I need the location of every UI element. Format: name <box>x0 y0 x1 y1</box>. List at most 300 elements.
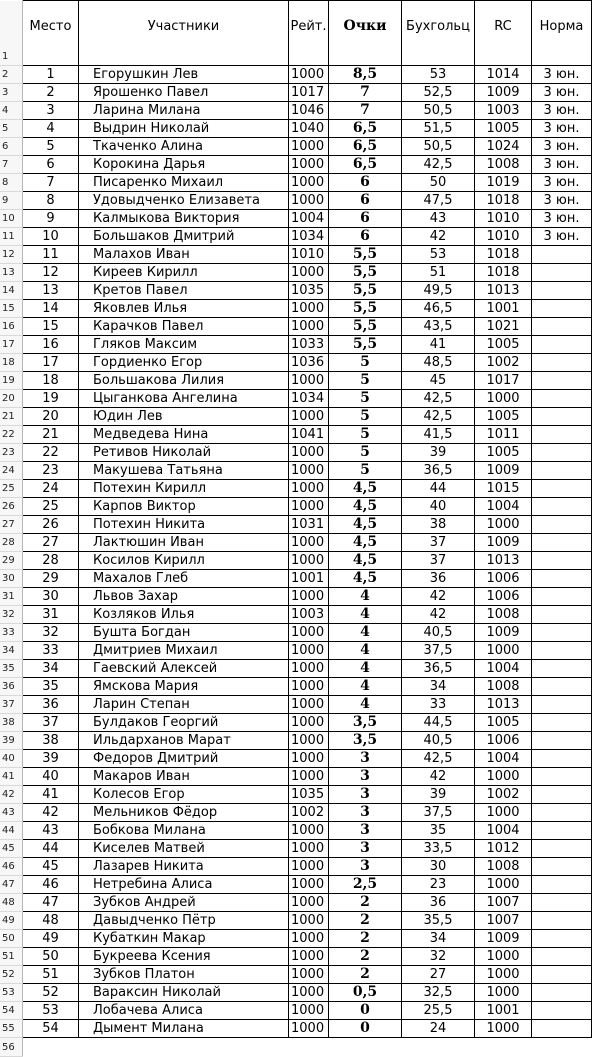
cell-place[interactable]: 22 <box>23 444 79 462</box>
cell-points[interactable]: 6 <box>329 192 402 210</box>
cell-points[interactable]: 4,5 <box>329 516 402 534</box>
row-number[interactable]: 46 <box>0 858 23 876</box>
cell-norm[interactable] <box>532 372 592 390</box>
cell-points[interactable]: 3 <box>329 804 402 822</box>
cell-rc[interactable]: 1009 <box>475 624 532 642</box>
cell-place[interactable]: 51 <box>23 966 79 984</box>
cell-buchholz[interactable]: 32 <box>402 948 475 966</box>
header-rating[interactable]: Рейт. <box>289 1 329 66</box>
cell-participant[interactable]: Кретов Павел <box>79 282 289 300</box>
cell-participant[interactable]: Большаков Дмитрий <box>79 228 289 246</box>
cell-place[interactable]: 27 <box>23 534 79 552</box>
cell-rating[interactable]: 1000 <box>289 552 329 570</box>
cell-participant[interactable]: Нетребина Алиса <box>79 876 289 894</box>
cell-buchholz[interactable]: 33 <box>402 696 475 714</box>
cell-place[interactable]: 43 <box>23 822 79 840</box>
cell-norm[interactable] <box>532 660 592 678</box>
cell-rating[interactable]: 1034 <box>289 228 329 246</box>
cell-rc[interactable]: 1007 <box>475 912 532 930</box>
cell-rating[interactable]: 1034 <box>289 390 329 408</box>
row-number[interactable]: 18 <box>0 354 23 372</box>
cell-participant[interactable]: Лактюшин Иван <box>79 534 289 552</box>
cell-norm[interactable] <box>532 840 592 858</box>
cell-points[interactable]: 2 <box>329 930 402 948</box>
cell-rating[interactable]: 1000 <box>289 840 329 858</box>
cell-place[interactable]: 33 <box>23 642 79 660</box>
cell-rating[interactable]: 1000 <box>289 948 329 966</box>
cell-points[interactable]: 4,5 <box>329 534 402 552</box>
cell-points[interactable]: 7 <box>329 102 402 120</box>
cell-rc[interactable]: 1009 <box>475 930 532 948</box>
cell-rc[interactable]: 1013 <box>475 696 532 714</box>
cell-participant[interactable]: Ткаченко Алина <box>79 138 289 156</box>
cell-rc[interactable]: 1000 <box>475 642 532 660</box>
cell-norm[interactable]: 3 юн. <box>532 228 592 246</box>
cell-points[interactable]: 7 <box>329 84 402 102</box>
cell-rating[interactable]: 1017 <box>289 84 329 102</box>
cell-rating[interactable]: 1035 <box>289 282 329 300</box>
cell-points[interactable]: 5,5 <box>329 282 402 300</box>
cell-participant[interactable]: Макушева Татьяна <box>79 462 289 480</box>
cell-norm[interactable] <box>532 606 592 624</box>
cell-points[interactable]: 4 <box>329 588 402 606</box>
cell-norm[interactable]: 3 юн. <box>532 192 592 210</box>
cell-norm[interactable] <box>532 750 592 768</box>
cell-rc[interactable]: 1009 <box>475 462 532 480</box>
cell-place[interactable]: 46 <box>23 876 79 894</box>
cell-rc[interactable]: 1015 <box>475 480 532 498</box>
cell-rating[interactable]: 1000 <box>289 966 329 984</box>
cell-buchholz[interactable]: 32,5 <box>402 984 475 1002</box>
cell-points[interactable]: 6 <box>329 210 402 228</box>
row-number[interactable]: 16 <box>0 318 23 336</box>
cell-rc[interactable]: 1011 <box>475 426 532 444</box>
cell-buchholz[interactable]: 37,5 <box>402 642 475 660</box>
row-number[interactable]: 49 <box>0 912 23 930</box>
cell-rating[interactable]: 1000 <box>289 66 329 84</box>
row-number[interactable]: 1 <box>0 1 23 66</box>
cell-buchholz[interactable]: 36 <box>402 894 475 912</box>
cell-buchholz[interactable]: 43 <box>402 210 475 228</box>
cell-points[interactable]: 5 <box>329 390 402 408</box>
row-number[interactable]: 27 <box>0 516 23 534</box>
cell-rc[interactable]: 1013 <box>475 282 532 300</box>
cell-points[interactable]: 6 <box>329 228 402 246</box>
cell-rc[interactable]: 1019 <box>475 174 532 192</box>
cell-rating[interactable]: 1000 <box>289 768 329 786</box>
cell-norm[interactable] <box>532 714 592 732</box>
cell-norm[interactable]: 3 юн. <box>532 156 592 174</box>
cell-points[interactable]: 3 <box>329 840 402 858</box>
cell-rating[interactable]: 1000 <box>289 660 329 678</box>
cell-norm[interactable] <box>532 534 592 552</box>
cell-rating[interactable]: 1000 <box>289 858 329 876</box>
cell-points[interactable]: 3,5 <box>329 732 402 750</box>
cell-rating[interactable]: 1000 <box>289 174 329 192</box>
cell-points[interactable]: 4 <box>329 660 402 678</box>
cell-participant[interactable]: Гаевский Алексей <box>79 660 289 678</box>
row-number[interactable]: 54 <box>0 1002 23 1020</box>
cell-rc[interactable]: 1008 <box>475 156 532 174</box>
cell-norm[interactable] <box>532 858 592 876</box>
cell-buchholz[interactable]: 25,5 <box>402 1002 475 1020</box>
cell-norm[interactable] <box>532 426 592 444</box>
cell-rc[interactable]: 1001 <box>475 1002 532 1020</box>
cell-buchholz[interactable]: 53 <box>402 246 475 264</box>
cell-buchholz[interactable]: 30 <box>402 858 475 876</box>
cell-buchholz[interactable]: 42,5 <box>402 156 475 174</box>
cell-participant[interactable]: Дмитриев Михаил <box>79 642 289 660</box>
cell-buchholz[interactable]: 42,5 <box>402 408 475 426</box>
cell-rc[interactable]: 1002 <box>475 354 532 372</box>
row-number[interactable]: 47 <box>0 876 23 894</box>
row-number[interactable]: 56 <box>0 1038 23 1057</box>
cell-rating[interactable]: 1000 <box>289 588 329 606</box>
empty-cell[interactable] <box>329 1038 402 1057</box>
cell-buchholz[interactable]: 34 <box>402 678 475 696</box>
cell-norm[interactable] <box>532 516 592 534</box>
cell-norm[interactable] <box>532 390 592 408</box>
row-number[interactable]: 28 <box>0 534 23 552</box>
cell-rc[interactable]: 1000 <box>475 768 532 786</box>
cell-norm[interactable] <box>532 408 592 426</box>
cell-place[interactable]: 45 <box>23 858 79 876</box>
cell-norm[interactable] <box>532 804 592 822</box>
empty-cell[interactable] <box>79 1038 289 1057</box>
cell-points[interactable]: 6,5 <box>329 120 402 138</box>
row-number[interactable]: 55 <box>0 1020 23 1038</box>
row-number[interactable]: 45 <box>0 840 23 858</box>
cell-rating[interactable]: 1000 <box>289 984 329 1002</box>
row-number[interactable]: 2 <box>0 66 23 84</box>
cell-place[interactable]: 47 <box>23 894 79 912</box>
cell-norm[interactable] <box>532 444 592 462</box>
cell-participant[interactable]: Зубков Андрей <box>79 894 289 912</box>
cell-participant[interactable]: Львов Захар <box>79 588 289 606</box>
cell-participant[interactable]: Лазарев Никита <box>79 858 289 876</box>
cell-rc[interactable]: 1004 <box>475 822 532 840</box>
row-number[interactable]: 4 <box>0 102 23 120</box>
cell-rc[interactable]: 1004 <box>475 498 532 516</box>
row-number[interactable]: 53 <box>0 984 23 1002</box>
cell-rc[interactable]: 1013 <box>475 552 532 570</box>
cell-place[interactable]: 10 <box>23 228 79 246</box>
cell-rating[interactable]: 1000 <box>289 822 329 840</box>
cell-points[interactable]: 5,5 <box>329 336 402 354</box>
cell-points[interactable]: 2 <box>329 894 402 912</box>
cell-place[interactable]: 24 <box>23 480 79 498</box>
cell-norm[interactable]: 3 юн. <box>532 66 592 84</box>
cell-points[interactable]: 4 <box>329 606 402 624</box>
row-number[interactable]: 39 <box>0 732 23 750</box>
cell-participant[interactable]: Корокина Дарья <box>79 156 289 174</box>
cell-buchholz[interactable]: 43,5 <box>402 318 475 336</box>
cell-buchholz[interactable]: 35 <box>402 822 475 840</box>
cell-points[interactable]: 0 <box>329 1002 402 1020</box>
cell-buchholz[interactable]: 27 <box>402 966 475 984</box>
cell-participant[interactable]: Удовыдченко Елизавета <box>79 192 289 210</box>
row-number[interactable]: 5 <box>0 120 23 138</box>
row-number[interactable]: 43 <box>0 804 23 822</box>
cell-norm[interactable] <box>532 246 592 264</box>
row-number[interactable]: 24 <box>0 462 23 480</box>
row-number[interactable]: 31 <box>0 588 23 606</box>
cell-points[interactable]: 4,5 <box>329 498 402 516</box>
cell-place[interactable]: 20 <box>23 408 79 426</box>
cell-participant[interactable]: Макаров Иван <box>79 768 289 786</box>
cell-rc[interactable]: 1006 <box>475 570 532 588</box>
cell-points[interactable]: 4,5 <box>329 570 402 588</box>
header-rc[interactable]: RC <box>475 1 532 66</box>
cell-participant[interactable]: Букреева Ксения <box>79 948 289 966</box>
cell-rc[interactable]: 1005 <box>475 444 532 462</box>
cell-rating[interactable]: 1000 <box>289 714 329 732</box>
cell-rating[interactable]: 1000 <box>289 264 329 282</box>
cell-norm[interactable]: 3 юн. <box>532 102 592 120</box>
cell-place[interactable]: 53 <box>23 1002 79 1020</box>
cell-norm[interactable] <box>532 300 592 318</box>
cell-buchholz[interactable]: 41,5 <box>402 426 475 444</box>
cell-norm[interactable] <box>532 282 592 300</box>
row-number[interactable]: 9 <box>0 192 23 210</box>
cell-place[interactable]: 48 <box>23 912 79 930</box>
empty-cell[interactable] <box>532 1038 592 1057</box>
cell-place[interactable]: 1 <box>23 66 79 84</box>
cell-rating[interactable]: 1000 <box>289 1020 329 1038</box>
cell-rc[interactable]: 1021 <box>475 318 532 336</box>
cell-place[interactable]: 41 <box>23 786 79 804</box>
row-number[interactable]: 25 <box>0 480 23 498</box>
cell-points[interactable]: 4 <box>329 696 402 714</box>
cell-buchholz[interactable]: 44,5 <box>402 714 475 732</box>
row-number[interactable]: 35 <box>0 660 23 678</box>
cell-place[interactable]: 9 <box>23 210 79 228</box>
cell-participant[interactable]: Ямскова Мария <box>79 678 289 696</box>
cell-points[interactable]: 0 <box>329 1020 402 1038</box>
cell-rating[interactable]: 1001 <box>289 570 329 588</box>
cell-points[interactable]: 5 <box>329 372 402 390</box>
cell-participant[interactable]: Ларина Милана <box>79 102 289 120</box>
cell-norm[interactable] <box>532 768 592 786</box>
cell-participant[interactable]: Колесов Егор <box>79 786 289 804</box>
cell-participant[interactable]: Гляков Максим <box>79 336 289 354</box>
cell-points[interactable]: 5,5 <box>329 264 402 282</box>
cell-place[interactable]: 25 <box>23 498 79 516</box>
cell-points[interactable]: 5 <box>329 426 402 444</box>
cell-buchholz[interactable]: 42 <box>402 588 475 606</box>
cell-points[interactable]: 5,5 <box>329 246 402 264</box>
row-number[interactable]: 32 <box>0 606 23 624</box>
cell-norm[interactable] <box>532 948 592 966</box>
cell-points[interactable]: 5,5 <box>329 300 402 318</box>
cell-points[interactable]: 4,5 <box>329 552 402 570</box>
empty-cell[interactable] <box>402 1038 475 1057</box>
cell-rating[interactable]: 1000 <box>289 444 329 462</box>
cell-place[interactable]: 26 <box>23 516 79 534</box>
cell-points[interactable]: 5 <box>329 444 402 462</box>
row-number[interactable]: 37 <box>0 696 23 714</box>
cell-points[interactable]: 4 <box>329 642 402 660</box>
cell-norm[interactable] <box>532 642 592 660</box>
cell-rating[interactable]: 1041 <box>289 426 329 444</box>
cell-norm[interactable] <box>532 912 592 930</box>
cell-rc[interactable]: 1018 <box>475 192 532 210</box>
cell-participant[interactable]: Бобкова Милана <box>79 822 289 840</box>
cell-rating[interactable]: 1000 <box>289 930 329 948</box>
cell-place[interactable]: 21 <box>23 426 79 444</box>
cell-rc[interactable]: 1001 <box>475 300 532 318</box>
cell-place[interactable]: 29 <box>23 570 79 588</box>
cell-buchholz[interactable]: 39 <box>402 786 475 804</box>
cell-norm[interactable]: 3 юн. <box>532 84 592 102</box>
cell-buchholz[interactable]: 40 <box>402 498 475 516</box>
cell-place[interactable]: 7 <box>23 174 79 192</box>
header-buchholz[interactable]: Бухгольц <box>402 1 475 66</box>
cell-participant[interactable]: Юдин Лев <box>79 408 289 426</box>
cell-points[interactable]: 3,5 <box>329 714 402 732</box>
cell-place[interactable]: 44 <box>23 840 79 858</box>
cell-participant[interactable]: Махалов Глеб <box>79 570 289 588</box>
cell-rc[interactable]: 1009 <box>475 84 532 102</box>
cell-participant[interactable]: Лобачева Алиса <box>79 1002 289 1020</box>
cell-place[interactable]: 18 <box>23 372 79 390</box>
cell-participant[interactable]: Козляков Илья <box>79 606 289 624</box>
row-number[interactable]: 15 <box>0 300 23 318</box>
cell-points[interactable]: 3 <box>329 750 402 768</box>
cell-buchholz[interactable]: 49,5 <box>402 282 475 300</box>
row-number[interactable]: 50 <box>0 930 23 948</box>
cell-norm[interactable] <box>532 354 592 372</box>
row-number[interactable]: 3 <box>0 84 23 102</box>
cell-participant[interactable]: Бушта Богдан <box>79 624 289 642</box>
row-number[interactable]: 10 <box>0 210 23 228</box>
cell-buchholz[interactable]: 34 <box>402 930 475 948</box>
cell-norm[interactable] <box>532 696 592 714</box>
row-number[interactable]: 17 <box>0 336 23 354</box>
cell-rating[interactable]: 1000 <box>289 372 329 390</box>
cell-points[interactable]: 5 <box>329 354 402 372</box>
cell-buchholz[interactable]: 36,5 <box>402 462 475 480</box>
cell-place[interactable]: 16 <box>23 336 79 354</box>
empty-cell[interactable] <box>23 1038 79 1057</box>
cell-participant[interactable]: Медведева Нина <box>79 426 289 444</box>
cell-rating[interactable]: 1000 <box>289 318 329 336</box>
cell-participant[interactable]: Ильдарханов Марат <box>79 732 289 750</box>
cell-place[interactable]: 4 <box>23 120 79 138</box>
cell-rc[interactable]: 1000 <box>475 966 532 984</box>
row-number[interactable]: 30 <box>0 570 23 588</box>
cell-buchholz[interactable]: 51 <box>402 264 475 282</box>
cell-rc[interactable]: 1005 <box>475 714 532 732</box>
cell-place[interactable]: 38 <box>23 732 79 750</box>
cell-norm[interactable] <box>532 876 592 894</box>
cell-buchholz[interactable]: 39 <box>402 444 475 462</box>
row-number[interactable]: 52 <box>0 966 23 984</box>
cell-rating[interactable]: 1010 <box>289 246 329 264</box>
cell-rc[interactable]: 1000 <box>475 984 532 1002</box>
cell-points[interactable]: 2 <box>329 966 402 984</box>
row-number[interactable]: 7 <box>0 156 23 174</box>
cell-rc[interactable]: 1010 <box>475 210 532 228</box>
cell-norm[interactable] <box>532 462 592 480</box>
cell-rc[interactable]: 1006 <box>475 732 532 750</box>
cell-participant[interactable]: Ретивов Николай <box>79 444 289 462</box>
cell-rating[interactable]: 1000 <box>289 480 329 498</box>
cell-norm[interactable] <box>532 930 592 948</box>
cell-rating[interactable]: 1033 <box>289 336 329 354</box>
cell-buchholz[interactable]: 41 <box>402 336 475 354</box>
row-number[interactable]: 20 <box>0 390 23 408</box>
cell-buchholz[interactable]: 37 <box>402 534 475 552</box>
cell-points[interactable]: 2,5 <box>329 876 402 894</box>
cell-rc[interactable]: 1002 <box>475 786 532 804</box>
cell-rc[interactable]: 1008 <box>475 858 532 876</box>
row-number[interactable]: 21 <box>0 408 23 426</box>
cell-points[interactable]: 6,5 <box>329 156 402 174</box>
cell-place[interactable]: 14 <box>23 300 79 318</box>
cell-buchholz[interactable]: 50,5 <box>402 102 475 120</box>
row-number[interactable]: 11 <box>0 228 23 246</box>
cell-rating[interactable]: 1035 <box>289 786 329 804</box>
cell-participant[interactable]: Писаренко Михаил <box>79 174 289 192</box>
cell-buchholz[interactable]: 42,5 <box>402 390 475 408</box>
cell-norm[interactable] <box>532 480 592 498</box>
row-number[interactable]: 8 <box>0 174 23 192</box>
cell-rating[interactable]: 1036 <box>289 354 329 372</box>
cell-place[interactable]: 54 <box>23 1020 79 1038</box>
cell-norm[interactable]: 3 юн. <box>532 210 592 228</box>
cell-place[interactable]: 28 <box>23 552 79 570</box>
row-number[interactable]: 19 <box>0 372 23 390</box>
row-number[interactable]: 12 <box>0 246 23 264</box>
cell-rc[interactable]: 1012 <box>475 840 532 858</box>
row-number[interactable]: 13 <box>0 264 23 282</box>
cell-rc[interactable]: 1024 <box>475 138 532 156</box>
cell-participant[interactable]: Выдрин Николай <box>79 120 289 138</box>
cell-rc[interactable]: 1008 <box>475 678 532 696</box>
header-place[interactable]: Место <box>23 1 79 66</box>
cell-rc[interactable]: 1003 <box>475 102 532 120</box>
cell-buchholz[interactable]: 44 <box>402 480 475 498</box>
cell-participant[interactable]: Яковлев Илья <box>79 300 289 318</box>
cell-norm[interactable] <box>532 786 592 804</box>
cell-points[interactable]: 3 <box>329 822 402 840</box>
cell-buchholz[interactable]: 46,5 <box>402 300 475 318</box>
row-number[interactable]: 38 <box>0 714 23 732</box>
cell-points[interactable]: 2 <box>329 948 402 966</box>
row-number[interactable]: 22 <box>0 426 23 444</box>
cell-place[interactable]: 49 <box>23 930 79 948</box>
cell-participant[interactable]: Вараксин Николай <box>79 984 289 1002</box>
row-number[interactable]: 48 <box>0 894 23 912</box>
cell-rc[interactable]: 1017 <box>475 372 532 390</box>
cell-participant[interactable]: Дымент Милана <box>79 1020 289 1038</box>
cell-participant[interactable]: Зубков Платон <box>79 966 289 984</box>
cell-place[interactable]: 17 <box>23 354 79 372</box>
cell-rc[interactable]: 1000 <box>475 516 532 534</box>
cell-buchholz[interactable]: 50,5 <box>402 138 475 156</box>
cell-participant[interactable]: Потехин Кирилл <box>79 480 289 498</box>
cell-place[interactable]: 39 <box>23 750 79 768</box>
cell-buchholz[interactable]: 42 <box>402 228 475 246</box>
row-number[interactable]: 44 <box>0 822 23 840</box>
cell-rating[interactable]: 1000 <box>289 534 329 552</box>
cell-rating[interactable]: 1000 <box>289 138 329 156</box>
cell-place[interactable]: 11 <box>23 246 79 264</box>
cell-rc[interactable]: 1009 <box>475 534 532 552</box>
cell-buchholz[interactable]: 42 <box>402 768 475 786</box>
cell-points[interactable]: 5 <box>329 462 402 480</box>
